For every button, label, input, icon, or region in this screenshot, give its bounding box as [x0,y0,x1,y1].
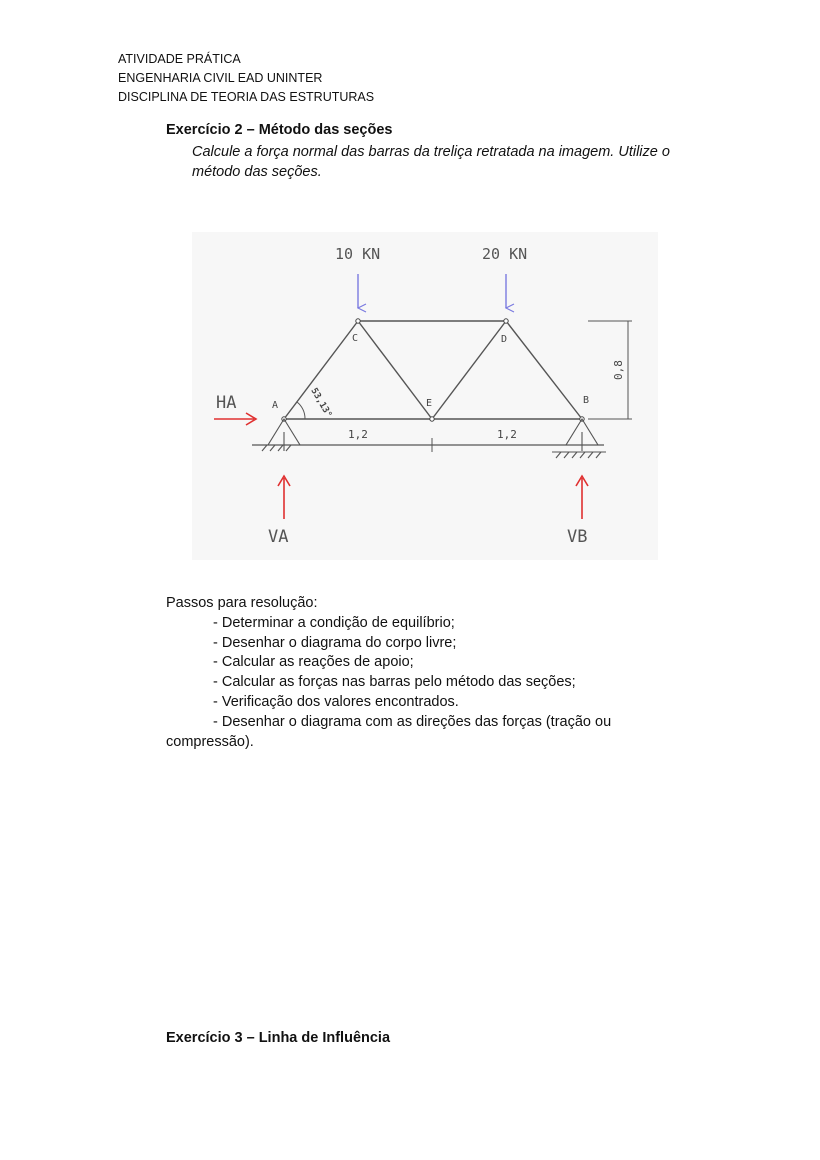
header-line-course: ENGENHARIA CIVIL EAD UNINTER [118,71,323,85]
node-label-d: D [501,334,508,345]
reaction-label-va: VA [268,527,289,547]
node-c-point [356,319,360,323]
step-item: - Desenhar o diagrama com as direções das forças (tração ou compressão). [166,713,612,750]
node-label-a: A [272,400,279,411]
step-item: - Desenhar o diagrama do corpo livre; [213,634,457,651]
truss-figure [192,232,658,560]
step-item: - Calcular as reações de apoio; [213,654,414,671]
header-line-activity: ATIVIDADE PRÁTICA [118,52,241,66]
steps-heading: Passos para resolução: [166,595,318,611]
reaction-label-vb: VB [567,527,588,547]
reaction-label-ha: HA [216,393,237,413]
load-label-c: 10 KN [335,245,381,263]
document-header [118,50,374,107]
exercise-2-title: Exercício 2 – Método das seções [166,122,393,138]
header-line-discipline: DISCIPLINA DE TEORIA DAS ESTRUTURAS [118,90,375,104]
node-label-c: C [352,333,359,344]
load-label-d: 20 KN [482,245,528,263]
node-label-e: E [426,398,433,409]
height-label: 0,8 [612,360,625,380]
node-e-point [430,417,434,421]
step-item: - Verificação dos valores encontrados. [213,693,459,710]
resolution-steps [166,594,666,752]
exercise-3-title: Exercício 3 – Linha de Influência [166,1030,391,1046]
step-item: - Determinar a condição de equilíbrio; [213,614,455,631]
angle-label: 53,13° [308,386,334,420]
node-d-point [504,319,508,323]
step-item: - Calcular as forças nas barras pelo método das seções; [213,674,576,691]
span-label-ae: 1,2 [348,428,368,441]
node-label-b: B [583,395,590,406]
span-label-eb: 1,2 [497,428,517,441]
exercise-2-statement: Calcule a força normal das barras da treliça retratada na imagem. Utilize o método das seções. [192,144,670,180]
